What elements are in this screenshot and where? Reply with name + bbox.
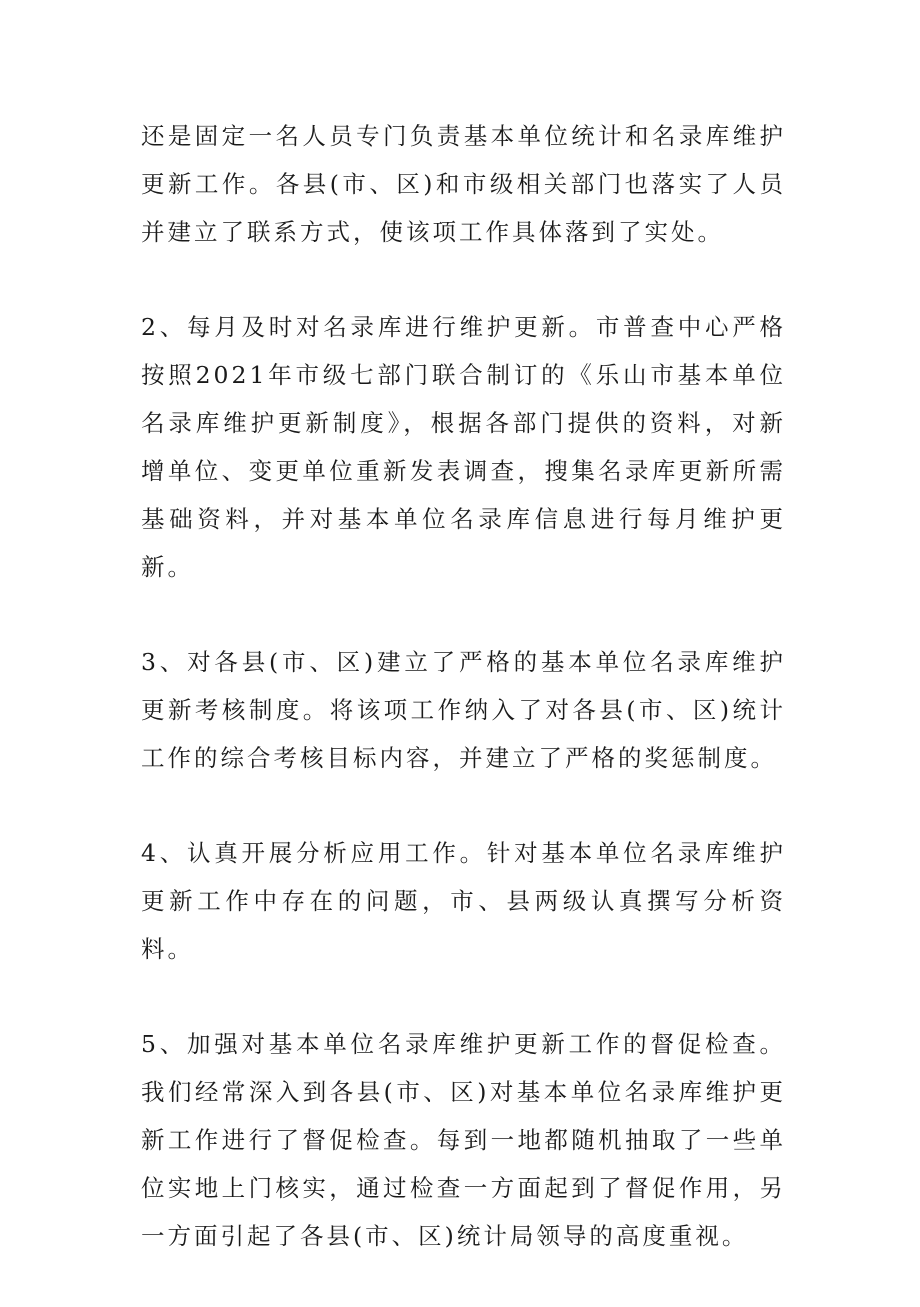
document-body [141, 112, 786, 1307]
paragraph-item-3: 3、对各县(市、区)建立了严格的基本单位名录库维护更新考核制度。将该项工作纳入了对各县(市、区)统计工作的综合考核目标内容，并建立了严格的奖惩制度。 [141, 648, 786, 772]
paragraph-continuation: 还是固定一名人员专门负责基本单位统计和名录库维护更新工作。各县(市、区)和市级相关部门也落实了人员并建立了联系方式，使该项工作具体落到了实处。 [141, 122, 786, 246]
paragraph-item-2: 2、每月及时对名录库进行维护更新。市普查中心严格按照2021年市级七部门联合制订的《乐山市基本单位名录库维护更新制度》，根据各部门提供的资料，对新增单位、变更单位重新发表调查，搜集名录库更新所需基础资料，并对基本单位名录库信息进行每月维护更新。 [141, 313, 786, 581]
paragraph-item-5: 5、加强对基本单位名录库维护更新工作的督促检查。我们经常深入到各县(市、区)对基本单位名录库维护更新工作进行了督促检查。每到一地都随机抽取了一些单位实地上门核实，通过检查一方面起到了督促作用，另一方面引起了各县(市、区)统计局领导的高度重视。 [141, 1030, 786, 1250]
paragraph-item-4: 4、认真开展分析应用工作。针对基本单位名录库维护更新工作中存在的问题，市、县两级认真撰写分析资料。 [141, 839, 786, 963]
